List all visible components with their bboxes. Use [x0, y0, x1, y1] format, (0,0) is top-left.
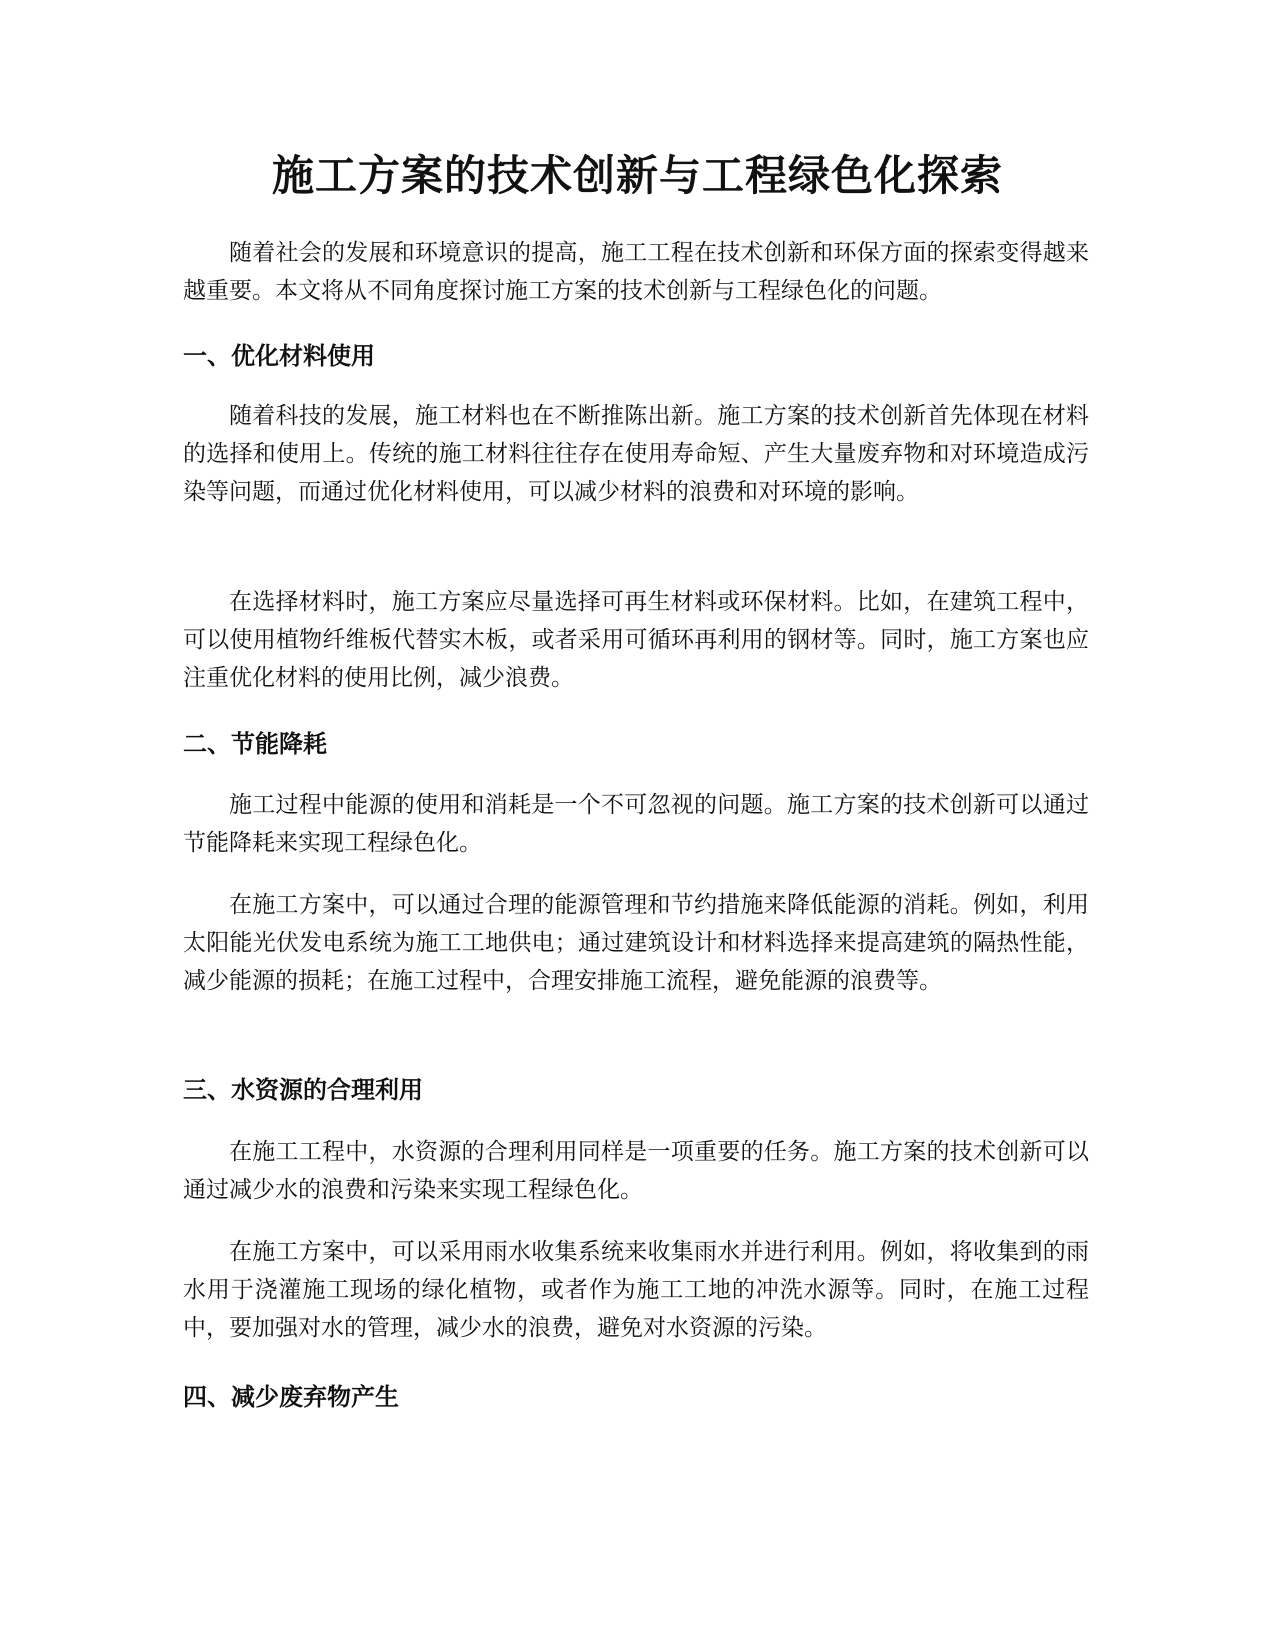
section-heading-water: 三、水资源的合理利用	[183, 1076, 423, 1104]
section-1-paragraph-1: 随着科技的发展，施工材料也在不断推陈出新。施工方案的技术创新首先体现在材料的选择和使用上。传统的施工材料往往存在使用寿命短、产生大量废弃物和对环境造成污染等问题，而通过优化材料使用，可以减少材料的浪费和对环境的影响。	[183, 403, 1089, 505]
section-heading-energy: 二、节能降耗	[183, 730, 327, 758]
intro-paragraph: 随着社会的发展和环境意识的提高，施工工程在技术创新和环保方面的探索变得越来越重要。本文将从不同角度探讨施工方案的技术创新与工程绿色化的问题。	[183, 240, 1089, 304]
section-2-paragraph-2: 在施工方案中，可以通过合理的能源管理和节约措施来降低能源的消耗。例如，利用太阳能光伏发电系统为施工工地供电；通过建筑设计和材料选择来提高建筑的隔热性能，减少能源的损耗；在施工过程中，合理安排施工流程，避免能源的浪费等。	[183, 892, 1089, 994]
section-heading-materials: 一、优化材料使用	[183, 342, 375, 370]
section-heading-waste: 四、减少废弃物产生	[183, 1383, 399, 1411]
section-1-paragraph-2: 在选择材料时，施工方案应尽量选择可再生材料或环保材料。比如，在建筑工程中，可以使用植物纤维板代替实木板，或者采用可循环再利用的钢材等。同时，施工方案也应注重优化材料的使用比例，减少浪费。	[183, 589, 1089, 691]
section-3-paragraph-2: 在施工方案中，可以采用雨水收集系统来收集雨水并进行利用。例如，将收集到的雨水用于浇灌施工现场的绿化植物，或者作为施工工地的冲洗水源等。同时，在施工过程中，要加强对水的管理，减少水的浪费，避免对水资源的污染。	[183, 1239, 1089, 1341]
document-title: 施工方案的技术创新与工程绿色化探索	[271, 151, 1003, 200]
section-2-paragraph-1: 施工过程中能源的使用和消耗是一个不可忽视的问题。施工方案的技术创新可以通过节能降耗来实现工程绿色化。	[183, 792, 1089, 856]
section-3-paragraph-1: 在施工工程中，水资源的合理利用同样是一项重要的任务。施工方案的技术创新可以通过减少水的浪费和污染来实现工程绿色化。	[183, 1139, 1089, 1203]
